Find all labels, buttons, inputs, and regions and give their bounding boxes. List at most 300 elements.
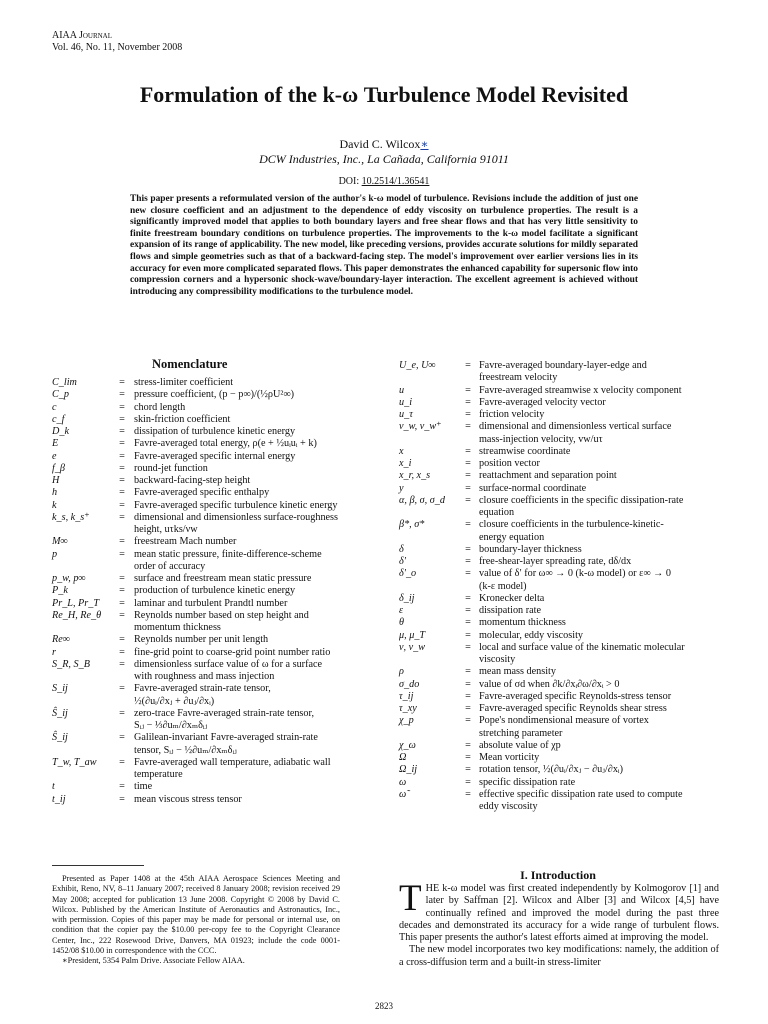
definition-line: closure coefficients in the turbulence-kinetic-	[479, 519, 664, 531]
definition-line: absolute value of χp	[479, 739, 561, 751]
introduction-heading: I. Introduction	[520, 868, 596, 882]
doi-line	[0, 176, 768, 187]
nomenclature-entry	[52, 683, 374, 708]
definition-line: molecular, eddy viscosity	[479, 629, 583, 641]
nomenclature-equals: =	[465, 739, 471, 751]
nomenclature-entry	[399, 568, 717, 593]
nomenclature-symbol: α, β, σ, σ_d	[399, 494, 445, 506]
nomenclature-entry	[399, 691, 717, 703]
nomenclature-definition	[134, 659, 374, 684]
doi-link[interactable]: 10.2514/1.36541	[361, 176, 430, 187]
nomenclature-symbol: u_i	[399, 396, 413, 408]
nomenclature-equals: =	[119, 634, 125, 646]
nomenclature-definition	[134, 463, 374, 475]
nomenclature-entry	[52, 647, 374, 659]
nomenclature-column-1	[52, 377, 374, 806]
definition-line: Favre-averaged specific Reynolds-stress tensor	[479, 690, 672, 702]
nomenclature-entry	[399, 679, 717, 691]
nomenclature-equals: =	[465, 690, 471, 702]
nomenclature-definition	[479, 715, 717, 740]
definition-line: stress-limiter coefficient	[134, 377, 234, 388]
nomenclature-symbol: Ω	[399, 752, 407, 763]
nomenclature-equals: =	[465, 494, 471, 506]
intro-paragraph-1: HE k-ω model was first created independently by Kolmogorov [1] and later by Saffman [2]. Wilcox and Alber [3] and Wilcox [4,5] have continually refined and improved the model during the past three decades and demonstrated its accuracy for a wide range of turbulent flows. This paper presents the author's latest efforts aimed at improving the model.	[399, 883, 719, 943]
nomenclature-equals: =	[119, 683, 125, 695]
definition-line: reattachment and separation point	[479, 470, 617, 482]
nomenclature-symbol: f_β	[52, 462, 65, 474]
definition-line: Galilean-invariant Favre-averaged strain-rate	[134, 732, 318, 744]
nomenclature-entry	[52, 732, 374, 757]
nomenclature-equals: =	[119, 475, 125, 486]
journal-header	[52, 30, 182, 54]
footnote-main: Presented as Paper 1408 at the 45th AIAA Aerospace Sciences Meeting and Exhibit, Reno, NV, 8–11 January 2007; received 8 January 2008; revision received 29 May 2008; accepted for publication 13 June 2008. Copyright © 2008 by David C. Wilcox. Published by the American Institute of Aeronautics and Astronautics, Inc., with permission. Copies of this paper may be made for personal or internal use, on condition that the copier pay the $10.00 per-copy fee to the Copyright Clearance Center, Inc., 222 Rosewood Drive, Danvers, MA 01923; include the code 0001-1452/08 $10.00 in correspondence with the CCC.	[52, 874, 340, 956]
nomenclature-equals: =	[119, 732, 125, 744]
nomenclature-equals: =	[119, 756, 125, 768]
definition-line: chord length	[134, 401, 186, 413]
definition-line: Sᵢⱼ − ⅓∂uₘ/∂xₘδᵢⱼ	[134, 720, 208, 731]
definition-line: ½(∂uᵢ/∂xⱼ + ∂uⱼ/∂xᵢ)	[134, 695, 215, 707]
author-name: David C. Wilcox	[339, 137, 421, 151]
nomenclature-symbol: Pr_L, Pr_T	[52, 597, 99, 609]
nomenclature-equals: =	[119, 413, 125, 425]
nomenclature-definition	[479, 630, 717, 642]
definition-line: viscosity	[479, 654, 516, 665]
definition-line: height, uτks/νw	[134, 524, 198, 535]
definition-line: backward-facing-step height	[134, 475, 251, 486]
nomenclature-symbol: y	[399, 482, 404, 494]
nomenclature-entry	[52, 781, 374, 793]
definition-line: pressure coefficient, (p − p∞)/(½ρU²∞)	[134, 389, 295, 401]
nomenclature-entry	[52, 402, 374, 414]
nomenclature-symbol: Ω_ij	[399, 764, 418, 776]
nomenclature-entry	[399, 666, 717, 678]
nomenclature-entry	[52, 549, 374, 574]
nomenclature-definition	[479, 679, 717, 691]
nomenclature-symbol: r	[52, 646, 56, 658]
nomenclature-definition	[479, 752, 717, 764]
nomenclature-symbol: x_r, x_s	[399, 470, 431, 482]
nomenclature-entry	[399, 764, 717, 776]
nomenclature-symbol: ε	[399, 605, 404, 616]
nomenclature-definition	[479, 385, 717, 397]
nomenclature-symbol: θ	[399, 617, 405, 629]
nomenclature-equals: =	[465, 396, 471, 408]
nomenclature-definition	[134, 598, 374, 610]
paper-title: Formulation of the k-ω Turbulence Model Revisited	[139, 82, 629, 107]
nomenclature-definition	[134, 585, 374, 597]
nomenclature-equals: =	[119, 658, 125, 670]
definition-line: dissipation rate	[479, 605, 541, 616]
nomenclature-definition	[479, 777, 717, 789]
nomenclature-equals: =	[119, 646, 125, 658]
nomenclature-entry	[52, 487, 374, 499]
nomenclature-equals: =	[119, 438, 125, 450]
nomenclature-definition	[479, 397, 717, 409]
definition-line: (k-ε model)	[479, 580, 527, 592]
nomenclature-symbol: δ	[399, 543, 404, 555]
nomenclature-entry	[52, 573, 374, 585]
definition-line: skin-friction coefficient	[134, 413, 231, 425]
nomenclature-equals: =	[465, 519, 471, 531]
nomenclature-equals: =	[465, 421, 471, 433]
nomenclature-symbol: ρ	[399, 666, 404, 678]
nomenclature-heading: Nomenclature	[152, 357, 228, 371]
nomenclature-symbol: ω̃	[399, 788, 407, 800]
nomenclature-equals: =	[465, 764, 471, 776]
nomenclature-definition	[479, 617, 717, 629]
nomenclature-entry	[52, 708, 374, 733]
nomenclature-entry	[399, 630, 717, 642]
nomenclature-definition	[134, 634, 374, 646]
nomenclature-entry	[52, 634, 374, 646]
nomenclature-definition	[134, 781, 374, 793]
nomenclature-entry	[399, 642, 717, 667]
nomenclature-definition	[479, 470, 717, 482]
nomenclature-definition	[479, 740, 717, 752]
definition-line: Favre-averaged velocity vector	[479, 396, 606, 408]
nomenclature-equals: =	[465, 678, 471, 690]
nomenclature-entry	[399, 409, 717, 421]
nomenclature-entry	[399, 421, 717, 446]
nomenclature-entry	[52, 463, 374, 475]
nomenclature-symbol: U_e, U∞	[399, 360, 436, 371]
nomenclature-entry	[399, 483, 717, 495]
definition-line: Reynolds number per unit length	[134, 634, 269, 646]
nomenclature-equals: =	[465, 384, 471, 396]
nomenclature-equals: =	[465, 482, 471, 494]
nomenclature-definition	[134, 683, 374, 708]
nomenclature-definition	[134, 389, 374, 401]
definition-line: local and surface value of the kinematic molecular	[479, 641, 685, 653]
nomenclature-definition	[479, 691, 717, 703]
definition-line: equation	[479, 507, 515, 518]
definition-line: dimensional and dimensionless vertical surface	[479, 421, 672, 433]
nomenclature-entry	[52, 794, 374, 806]
definition-line: dimensional and dimensionless surface-roughness	[134, 511, 338, 523]
introduction-text	[399, 878, 719, 969]
nomenclature-definition	[479, 409, 717, 421]
nomenclature-equals: =	[119, 781, 125, 793]
nomenclature-symbol: H	[52, 475, 60, 486]
definition-line: energy equation	[479, 531, 545, 543]
nomenclature-entry	[52, 426, 374, 438]
definition-line: surface and freestream mean static pressure	[134, 573, 312, 584]
definition-line: temperature	[134, 769, 183, 780]
nomenclature-equals: =	[465, 556, 471, 567]
nomenclature-symbol: k	[52, 499, 57, 511]
nomenclature-definition	[134, 475, 374, 487]
nomenclature-equals: =	[465, 715, 471, 727]
nomenclature-symbol: c_f	[52, 413, 65, 425]
nomenclature-equals: =	[465, 458, 471, 469]
definition-line: streamwise coordinate	[479, 445, 571, 457]
nomenclature-equals: =	[465, 617, 471, 629]
definition-line: laminar and turbulent Prandtl number	[134, 597, 288, 609]
nomenclature-symbol: C_p	[52, 389, 69, 401]
footnote-rule	[52, 865, 144, 866]
definition-line: Kronecker delta	[479, 592, 545, 604]
nomenclature-equals: =	[465, 641, 471, 653]
definition-line: closure coefficients in the specific dissipation-rate	[479, 494, 684, 506]
definition-line: freestream Mach number	[134, 536, 237, 548]
nomenclature-equals: =	[465, 752, 471, 763]
nomenclature-entry	[399, 605, 717, 617]
nomenclature-definition	[479, 703, 717, 715]
definition-line: tensor, Sᵢⱼ − ½∂uₘ/∂xₘδᵢⱼ	[134, 744, 237, 756]
definition-line: boundary-layer thickness	[479, 543, 582, 555]
definition-line: fine-grid point to coarse-grid point number ratio	[134, 646, 331, 658]
nomenclature-definition	[479, 421, 717, 446]
definition-line: specific dissipation rate	[479, 776, 576, 788]
nomenclature-entry	[399, 789, 717, 814]
author-footnote-link[interactable]: ∗	[420, 137, 429, 151]
nomenclature-definition	[479, 544, 717, 556]
nomenclature-definition	[479, 556, 717, 568]
nomenclature-definition	[479, 605, 717, 617]
nomenclature-entry	[52, 414, 374, 426]
nomenclature-definition	[479, 483, 717, 495]
definition-line: round-jet function	[134, 462, 208, 474]
nomenclature-equals: =	[465, 470, 471, 482]
definition-line: Favre-averaged streamwise x velocity component	[479, 384, 682, 396]
nomenclature-definition	[134, 426, 374, 438]
nomenclature-definition	[134, 732, 374, 757]
nomenclature-symbol: Ŝ_ij	[52, 707, 68, 719]
nomenclature-equals: =	[465, 666, 471, 678]
nomenclature-equals: =	[119, 389, 125, 401]
nomenclature-symbol: μ, μ_T	[399, 629, 426, 641]
nomenclature-column-2	[399, 360, 717, 813]
nomenclature-definition	[134, 610, 374, 635]
nomenclature-entry	[399, 777, 717, 789]
nomenclature-symbol: k_s, k_s⁺	[52, 511, 90, 523]
nomenclature-symbol: Re_H, Re_θ	[52, 609, 102, 621]
nomenclature-symbol: x_i	[399, 458, 412, 469]
definition-line: mean static pressure, finite-difference-scheme	[134, 548, 322, 560]
definition-line: Pope's nondimensional measure of vortex	[479, 715, 649, 727]
nomenclature-equals: =	[465, 592, 471, 604]
nomenclature-entry	[399, 593, 717, 605]
nomenclature-equals: =	[119, 793, 125, 805]
nomenclature-definition	[479, 789, 717, 814]
nomenclature-symbol: χ_ω	[399, 739, 416, 751]
nomenclature-symbol: S_ij	[52, 683, 68, 695]
definition-line: order of accuracy	[134, 560, 206, 572]
definition-line: value of δ′ for ω∞ → 0 (k-ω model) or ε∞ → 0	[479, 568, 672, 580]
nomenclature-definition	[134, 402, 374, 414]
abstract: This paper presents a reformulated version of the author's k-ω model of turbulence. Revisions include the addition of just one new closure coefficient and an adjustment to the dependence of eddy viscosity on turbulence properties. The result is a significantly improved model that applies to both boundary layers and free shear flows and that has very little sensitivity to finite freestream boundary conditions on turbulence properties. The improvements to the k-ω model facilitate a significant expansion of its range of applicability. The new model, like preceding versions, provides accurate solutions for mildly separated flows and simple geometries such as that of a backward-facing step. The model's improvement over earlier versions lies in its accuracy for even more complicated separated flows. This paper demonstrates the enhanced capability for supersonic flow into compression corners and a hypersonic shock-wave/boundary-layer interaction. The excellent agreement is achieved without introducing any compressibility modifications to the turbulence model.	[130, 194, 638, 297]
definition-line: zero-trace Favre-averaged strain-rate tensor,	[134, 707, 315, 719]
nomenclature-definition	[134, 647, 374, 659]
nomenclature-equals: =	[465, 543, 471, 555]
nomenclature-equals: =	[119, 426, 125, 437]
nomenclature-symbol: e	[52, 450, 57, 462]
nomenclature-definition	[479, 568, 717, 593]
nomenclature-entry	[399, 556, 717, 568]
definition-line: mean viscous stress tensor	[134, 793, 242, 805]
definition-line: Favre-averaged specific enthalpy	[134, 487, 270, 499]
nomenclature-definition	[134, 438, 374, 450]
nomenclature-equals: =	[465, 409, 471, 420]
nomenclature-symbol: h	[52, 487, 58, 499]
nomenclature-entry	[52, 659, 374, 684]
nomenclature-symbol: Re∞	[52, 634, 71, 646]
nomenclature-entry	[399, 544, 717, 556]
nomenclature-equals: =	[119, 462, 125, 474]
definition-line: value of σd when ∂k/∂xᵢ∂ω/∂xᵢ > 0	[479, 678, 620, 690]
definition-line: friction velocity	[479, 409, 545, 420]
definition-line: Favre-averaged strain-rate tensor,	[134, 683, 271, 695]
nomenclature-definition	[134, 708, 374, 733]
nomenclature-definition	[134, 794, 374, 806]
nomenclature-entry	[52, 377, 374, 389]
nomenclature-symbol: x	[399, 445, 404, 457]
nomenclature-definition	[134, 512, 374, 537]
nomenclature-equals: =	[119, 511, 125, 523]
definition-line: free-shear-layer spreading rate, dδ/dx	[479, 556, 632, 567]
definition-line: Favre-averaged total energy, ρ(e + ½uᵢuᵢ + k)	[134, 438, 317, 450]
definition-line: eddy viscosity	[479, 801, 538, 812]
nomenclature-equals: =	[465, 568, 471, 580]
nomenclature-entry	[52, 512, 374, 537]
footnotes	[52, 874, 340, 967]
nomenclature-symbol: τ_ij	[399, 690, 414, 702]
nomenclature-equals: =	[465, 605, 471, 616]
nomenclature-entry	[52, 389, 374, 401]
nomenclature-entry	[399, 519, 717, 544]
nomenclature-symbol: δ′_o	[399, 568, 417, 580]
nomenclature-equals: =	[119, 499, 125, 511]
doi-label: DOI:	[338, 176, 360, 187]
nomenclature-symbol: δ_ij	[399, 592, 415, 604]
drop-cap: T	[399, 878, 422, 919]
nomenclature-symbol: t	[52, 781, 55, 793]
definition-line: momentum thickness	[134, 622, 221, 633]
definition-line: Favre-averaged wall temperature, adiabatic wall	[134, 756, 331, 768]
intro-paragraph-2: The new model incorporates two key modifications: namely, the addition of a cross-diffusion term and a built-in stress-limiter	[399, 944, 719, 968]
nomenclature-equals: =	[119, 585, 125, 597]
nomenclature-equals: =	[465, 445, 471, 457]
nomenclature-symbol: D_k	[52, 426, 69, 437]
nomenclature-symbol: E	[52, 438, 59, 450]
nomenclature-entry	[399, 617, 717, 629]
nomenclature-entry	[399, 360, 717, 385]
nomenclature-equals: =	[119, 401, 125, 413]
nomenclature-symbol: ω	[399, 776, 407, 788]
nomenclature-entry	[399, 470, 717, 482]
nomenclature-symbol: M∞	[52, 536, 68, 548]
nomenclature-entry	[52, 475, 374, 487]
nomenclature-entry	[399, 385, 717, 397]
definition-line: surface-normal coordinate	[479, 482, 587, 494]
nomenclature-entry	[399, 740, 717, 752]
nomenclature-entry	[399, 715, 717, 740]
nomenclature-symbol: χ_p	[399, 715, 414, 727]
nomenclature-equals: =	[465, 360, 471, 371]
nomenclature-equals: =	[465, 788, 471, 800]
nomenclature-definition	[479, 446, 717, 458]
nomenclature-symbol: v_w, v_w⁺	[399, 421, 442, 433]
author-line	[0, 137, 768, 152]
nomenclature-symbol: p_w, p∞	[52, 573, 86, 584]
nomenclature-entry	[52, 500, 374, 512]
nomenclature-entry	[52, 757, 374, 782]
nomenclature-equals: =	[119, 487, 125, 499]
nomenclature-entry	[52, 438, 374, 450]
nomenclature-definition	[134, 451, 374, 463]
nomenclature-symbol: t_ij	[52, 793, 66, 805]
definition-line: time	[134, 781, 153, 793]
nomenclature-symbol: τ_xy	[399, 703, 417, 714]
definition-line: dissipation of turbulence kinetic energy	[134, 426, 296, 437]
nomenclature-equals: =	[465, 629, 471, 641]
nomenclature-symbol: P_k	[52, 585, 68, 597]
nomenclature-symbol: p	[52, 548, 58, 560]
definition-line: Favre-averaged specific internal energy	[134, 450, 296, 462]
definition-line: position vector	[479, 458, 540, 469]
definition-line: Favre-averaged specific turbulence kinetic energy	[134, 499, 338, 511]
nomenclature-entry	[399, 397, 717, 409]
nomenclature-definition	[134, 487, 374, 499]
nomenclature-definition	[479, 458, 717, 470]
definition-line: rotation tensor, ½(∂uᵢ/∂xⱼ − ∂uⱼ/∂xᵢ)	[479, 764, 623, 776]
nomenclature-entry	[52, 536, 374, 548]
nomenclature-entry	[399, 752, 717, 764]
definition-line: Favre-averaged boundary-layer-edge and	[479, 360, 647, 371]
definition-line: production of turbulence kinetic energy	[134, 585, 296, 597]
footnote-author: ∗President, 5354 Palm Drive. Associate Fellow AIAA.	[62, 956, 245, 966]
definition-line: stretching parameter	[479, 727, 563, 739]
nomenclature-equals: =	[119, 548, 125, 560]
page-number: 2823	[375, 1001, 393, 1011]
nomenclature-equals: =	[119, 573, 125, 584]
nomenclature-entry	[52, 451, 374, 463]
definition-line: with roughness and mass injection	[134, 671, 275, 682]
nomenclature-definition	[479, 593, 717, 605]
nomenclature-equals: =	[119, 707, 125, 719]
nomenclature-definition	[479, 360, 717, 385]
definition-line: dimensionless surface value of ω for a surface	[134, 658, 323, 670]
nomenclature-equals: =	[119, 609, 125, 621]
nomenclature-definition	[479, 642, 717, 667]
definition-line: effective specific dissipation rate used to compute	[479, 788, 683, 800]
definition-line: mean mass density	[479, 666, 556, 678]
nomenclature-symbol: c	[52, 401, 57, 413]
nomenclature-entry	[52, 598, 374, 610]
nomenclature-definition	[479, 764, 717, 776]
nomenclature-definition	[134, 536, 374, 548]
nomenclature-symbol: δ′	[399, 556, 406, 567]
nomenclature-symbol: S_R, S_B	[52, 658, 90, 670]
nomenclature-definition	[479, 666, 717, 678]
journal-volume: Vol. 46, No. 11, November 2008	[52, 42, 183, 53]
affiliation: DCW Industries, Inc., La Cañada, California 91011	[259, 152, 509, 166]
nomenclature-entry	[52, 585, 374, 597]
journal-name: AIAA Journal	[52, 30, 113, 41]
nomenclature-equals: =	[119, 450, 125, 462]
nomenclature-equals: =	[119, 536, 125, 548]
nomenclature-equals: =	[465, 703, 471, 714]
definition-line: Reynolds number based on step height and	[134, 609, 309, 621]
nomenclature-symbol: C_lim	[52, 377, 77, 388]
definition-line: freestream velocity	[479, 372, 558, 384]
nomenclature-equals: =	[465, 776, 471, 788]
nomenclature-definition	[134, 573, 374, 585]
nomenclature-entry	[399, 446, 717, 458]
nomenclature-symbol: T_w, T_aw	[52, 756, 97, 768]
nomenclature-symbol: ν, ν_w	[399, 641, 426, 653]
nomenclature-entry	[399, 495, 717, 520]
